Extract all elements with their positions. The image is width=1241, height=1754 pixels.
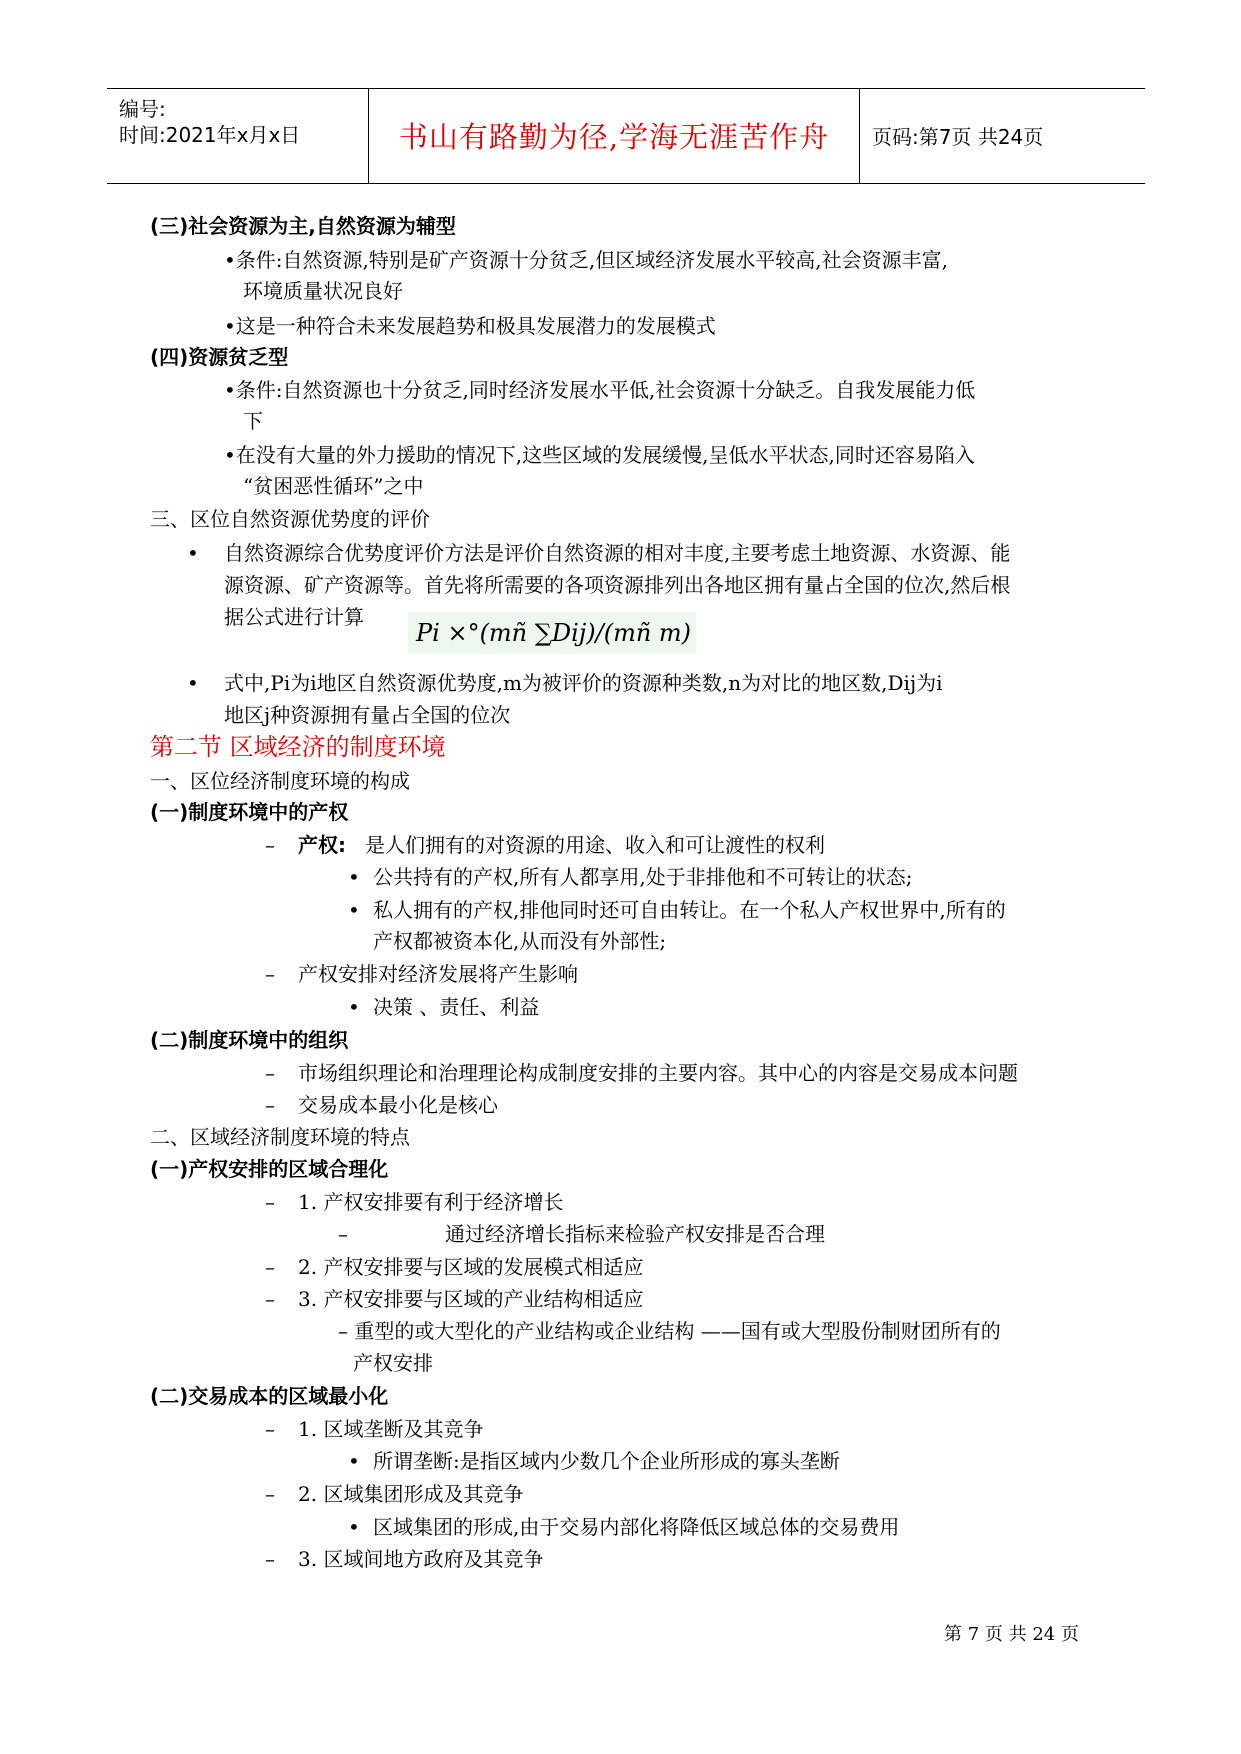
list-text: 1. 区域垄断及其竞争 bbox=[298, 1417, 484, 1441]
formula-box: Pi ×°(mñ ∑Dij)/(mñ m) bbox=[408, 612, 696, 654]
dash-marker: – bbox=[265, 1093, 275, 1117]
bullet-text: 公共持有的产权,所有人都享用,处于非排他和不可转让的状态; bbox=[373, 865, 913, 889]
paragraph-text: 式中,Pi为i地区自然资源优势度,m为被评价的资源种类数,n为对比的地区数,Dij为i bbox=[224, 671, 943, 695]
paragraph-text: 源资源、矿产资源等。首先将所需要的各项资源排列出各地区拥有量占全国的位次,然后根 bbox=[224, 573, 1011, 597]
dash-marker: – bbox=[265, 1061, 275, 1085]
header-motto: 书山有路勤为径,学海无涯苦作舟 bbox=[398, 120, 830, 154]
list-text: 3. 产权安排要与区域的产业结构相适应 bbox=[298, 1287, 644, 1311]
bullet-text: •这是一种符合未来发展趋势和极具发展潜力的发展模式 bbox=[224, 314, 716, 338]
bullet-marker: • bbox=[348, 995, 360, 1019]
bullet-marker: • bbox=[348, 865, 360, 889]
list-text-cont: 产权安排 bbox=[353, 1351, 433, 1375]
list-text: 2. 产权安排要与区域的发展模式相适应 bbox=[298, 1255, 644, 1279]
section-heading: 二、区域经济制度环境的特点 bbox=[150, 1125, 410, 1149]
dash-marker: – bbox=[338, 1222, 348, 1246]
chapter-heading: 第二节 区域经济的制度环境 bbox=[150, 733, 446, 761]
bullet-text-cont: “贫困恶性循环”之中 bbox=[243, 474, 424, 498]
definition-text: 是人们拥有的对资源的用途、收入和可让渡性的权利 bbox=[365, 833, 825, 857]
header-page-label: 页码:第7页 共24页 bbox=[872, 125, 1044, 149]
dash-marker: – bbox=[265, 962, 275, 986]
bullet-marker: • bbox=[187, 671, 199, 695]
section-heading: (一)制度环境中的产权 bbox=[150, 800, 349, 824]
bullet-marker: • bbox=[348, 898, 360, 922]
list-text: 交易成本最小化是核心 bbox=[298, 1093, 498, 1117]
header-table bbox=[107, 88, 1145, 184]
section-heading: 一、区位经济制度环境的构成 bbox=[150, 769, 410, 793]
doc-time-label: 时间:2021年x月x日 bbox=[119, 123, 301, 147]
bullet-marker: • bbox=[187, 541, 199, 565]
list-text: 2. 区域集团形成及其竞争 bbox=[298, 1482, 524, 1506]
dash-marker: – bbox=[265, 1255, 275, 1279]
bullet-text: 所谓垄断:是指区域内少数几个企业所形成的寡头垄断 bbox=[373, 1449, 840, 1473]
dash-marker: – bbox=[265, 1417, 275, 1441]
list-text: 1. 产权安排要有利于经济增长 bbox=[298, 1190, 564, 1214]
list-text: 3. 区域间地方政府及其竞争 bbox=[298, 1547, 544, 1571]
header-right-cell bbox=[860, 89, 1145, 183]
bullet-text-cont: 环境质量状况良好 bbox=[243, 279, 403, 303]
bullet-text: 私人拥有的产权,排他同时还可自由转让。在一个私人产权世界中,所有的 bbox=[373, 898, 1006, 922]
bullet-text: •条件:自然资源也十分贫乏,同时经济发展水平低,社会资源十分缺乏。自我发展能力低 bbox=[224, 378, 976, 402]
page-footer: 第 7 页 共 24 页 bbox=[944, 1624, 1079, 1645]
bullet-text-cont: 下 bbox=[243, 409, 263, 433]
term-label: 产权: bbox=[298, 833, 346, 857]
section-heading: (四)资源贫乏型 bbox=[150, 345, 289, 369]
paragraph-text: 据公式进行计算 bbox=[224, 605, 364, 629]
paragraph-text: 自然资源综合优势度评价方法是评价自然资源的相对丰度,主要考虑土地资源、水资源、能 bbox=[224, 541, 1011, 565]
header-left-cell bbox=[107, 89, 369, 183]
header-middle-cell bbox=[369, 89, 860, 183]
section-heading: (一)产权安排的区域合理化 bbox=[150, 1157, 389, 1181]
dash-marker: – bbox=[265, 1547, 275, 1571]
bullet-text-cont: 产权都被资本化,从而没有外部性; bbox=[373, 929, 667, 953]
dash-marker: – bbox=[265, 1482, 275, 1506]
bullet-text: 决策 、责任、利益 bbox=[373, 995, 540, 1019]
dash-marker: – bbox=[265, 833, 275, 857]
list-text: – 重型的或大型化的产业结构或企业结构 ——国有或大型股份制财团所有的 bbox=[338, 1319, 1001, 1343]
paragraph-text: 地区j种资源拥有量占全国的位次 bbox=[224, 703, 511, 727]
bullet-marker: • bbox=[348, 1515, 360, 1539]
bullet-text: •条件:自然资源,特别是矿产资源十分贫乏,但区域经济发展水平较高,社会资源丰富, bbox=[224, 248, 948, 272]
section-heading: (三)社会资源为主,自然资源为辅型 bbox=[150, 214, 456, 238]
section-heading: (二)制度环境中的组织 bbox=[150, 1028, 349, 1052]
list-text: 产权安排对经济发展将产生影响 bbox=[298, 962, 578, 986]
dash-marker: – bbox=[265, 1287, 275, 1311]
bullet-text: •在没有大量的外力援助的情况下,这些区域的发展缓慢,呈低水平状态,同时还容易陷入 bbox=[224, 443, 975, 467]
dash-marker: – bbox=[265, 1190, 275, 1214]
bullet-text: 区域集团的形成,由于交易内部化将降低区域总体的交易费用 bbox=[373, 1515, 900, 1539]
list-text: 通过经济增长指标来检验产权安排是否合理 bbox=[445, 1222, 825, 1246]
list-text: 市场组织理论和治理理论构成制度安排的主要内容。其中心的内容是交易成本问题 bbox=[298, 1061, 1018, 1085]
bullet-marker: • bbox=[348, 1449, 360, 1473]
section-heading: 三、区位自然资源优势度的评价 bbox=[150, 507, 430, 531]
section-heading: (二)交易成本的区域最小化 bbox=[150, 1384, 389, 1408]
doc-number-label: 编号: bbox=[119, 97, 166, 121]
